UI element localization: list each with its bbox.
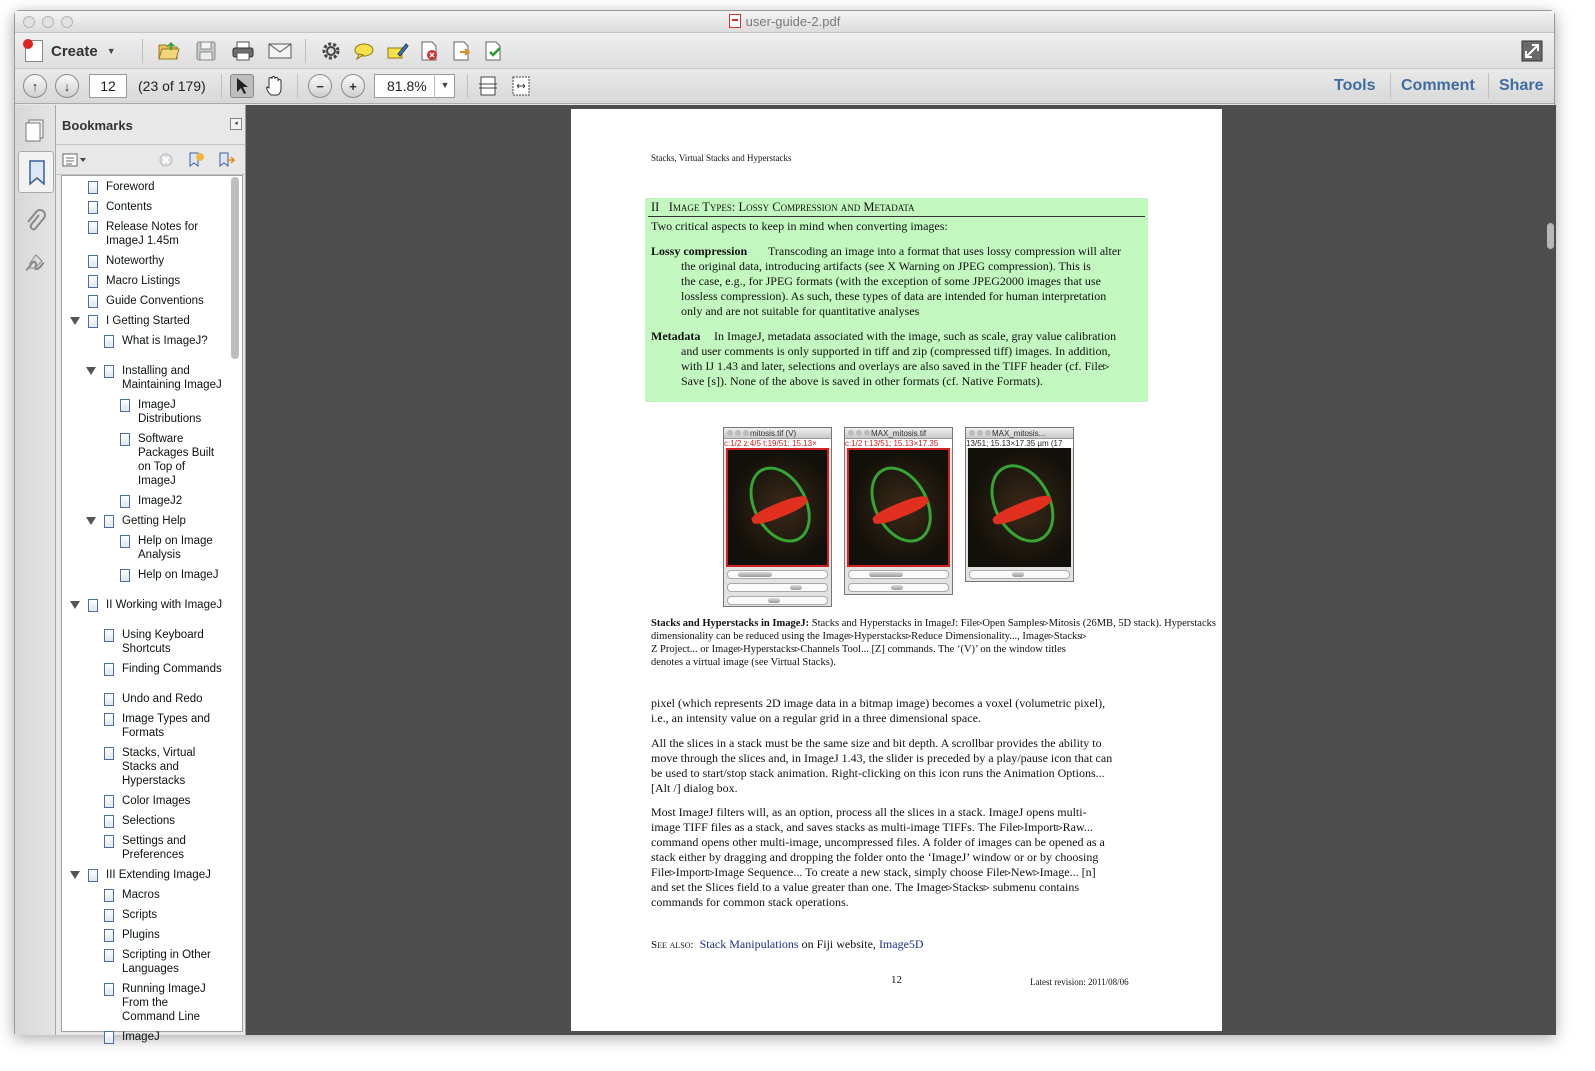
bookmark-ribbon-icon: [104, 693, 114, 706]
bookmark-label: What is ImageJ?: [122, 335, 208, 347]
bookmark-ribbon-icon: [88, 599, 98, 612]
page-number-input[interactable]: 12: [89, 74, 127, 98]
microscopy-image: [968, 448, 1071, 567]
document-delete-icon[interactable]: [417, 39, 441, 63]
bookmark-label: Help on ImageJ: [138, 569, 219, 581]
body-line: i.e., an intensity value on a regular grid in a three dimensional space.: [651, 711, 981, 725]
bookmark-ribbon-icon: [104, 835, 114, 848]
export-icon[interactable]: [449, 39, 473, 63]
body-line: [Alt /] dialog box.: [651, 781, 738, 795]
body-line: stack either by dragging and dropping the folder onto the ‘ImageJ’ window or or by choosing: [651, 850, 1099, 864]
bookmark-ribbon-icon: [104, 815, 114, 828]
bookmark-ribbon-icon: [104, 949, 114, 962]
metadata-line: Save [s]). None of the above is saved in other formats (cf. Native Formats).: [681, 374, 1043, 388]
bookmark-ribbon-icon: [88, 869, 98, 882]
bookmarks-scrollbar[interactable]: [231, 177, 239, 359]
comment-pane-link[interactable]: Comment: [1401, 77, 1475, 94]
box-heading-number: II: [651, 200, 660, 214]
see-also-line: [651, 937, 924, 953]
bookmark-ribbon-icon: [104, 983, 114, 996]
bookmark-ribbon-icon: [104, 629, 114, 642]
figure-image-window: [965, 427, 1074, 582]
fit-page-icon[interactable]: [476, 74, 500, 98]
page-number: 12: [891, 974, 902, 986]
channel-slider: [848, 570, 949, 579]
image-window-info: c:1/2 z:4/5 t:19/51; 15.13×: [724, 439, 831, 448]
bookmark-ribbon-icon: [104, 365, 114, 378]
bookmark-label: Settings and Preferences: [122, 835, 186, 861]
bookmark-label: Plugins: [122, 929, 160, 941]
save-icon[interactable]: [194, 39, 218, 63]
bookmarks-title: Bookmarks: [62, 118, 133, 133]
bookmark-label: ImageJ: [122, 1031, 160, 1043]
body-line: image TIFF files as a stack, and saves stacks as multi-image TIFFs. The File▹Import▹Raw...: [651, 820, 1093, 834]
bookmarks-header: [56, 105, 245, 145]
collapse-panel-icon[interactable]: ◂: [230, 118, 242, 130]
app-window: [14, 10, 1555, 1043]
body-line: All the slices in a stack must be the same size and bit depth. A scrollbar provides the ability to: [651, 736, 1102, 750]
microscopy-image: [726, 448, 829, 567]
chevron-down-icon: ▼: [106, 46, 116, 56]
expand-triangle-icon[interactable]: [86, 367, 96, 375]
t-slider: [848, 583, 949, 592]
body-line: File▹Import▹Image Sequence... To create a new stack, simply choose File▹New▹Image... [n]: [651, 865, 1096, 879]
highlight-icon[interactable]: [385, 39, 409, 63]
body-line: pixel (which represents 2D image data in a bitmap image) becomes a voxel (volumetric pixel),: [651, 696, 1106, 710]
figure-caption-line: dimensionality can be reduced using the Image▹Hyperstacks▹Reduce Dimensionality..., Image▹Stacks▹: [651, 631, 1087, 642]
expand-triangle-icon[interactable]: [70, 601, 80, 609]
bookmark-ribbon-icon: [104, 795, 114, 808]
bookmark-ribbon-icon: [104, 929, 114, 942]
bookmarks-toolbar: [56, 145, 245, 175]
caption-text: Stacks and Hyperstacks in ImageJ: File▹Open Samples▹Mitosis (26MB, 5D stack). Hyperstacks: [811, 618, 1216, 629]
bookmark-label: Color Images: [122, 795, 191, 807]
bookmark-ribbon-icon: [88, 201, 98, 214]
gear-icon[interactable]: [319, 39, 343, 63]
bookmark-label: Using Keyboard Shortcuts: [122, 629, 204, 655]
create-document-icon: [25, 40, 43, 62]
bookmark-ribbon-icon: [27, 160, 47, 186]
bookmark-ribbon-icon: [88, 295, 98, 308]
bookmark-label: Undo and Redo: [122, 693, 203, 705]
bookmark-ribbon-icon: [104, 909, 114, 922]
body-line: be used to start/stop stack animation. Right-clicking on this icon runs the Animation Options...: [651, 766, 1105, 780]
page-up-icon[interactable]: ↑: [23, 74, 47, 98]
figure-caption-line: Z Project... or Image▹Hyperstacks▹Channels Tool... [Z] commands. The ‘(V)’ on the window titles: [651, 644, 1066, 655]
heading-rule: [648, 216, 1145, 217]
toolbar-divider: [1390, 73, 1391, 99]
tools-pane-link[interactable]: Tools: [1334, 77, 1376, 94]
revision-date: Latest revision: 2011/08/06: [1030, 977, 1129, 987]
toolbar-divider: [221, 74, 222, 98]
email-icon[interactable]: [268, 39, 292, 63]
body-line: Most ImageJ filters will, as an option, process all the slices in a stack. ImageJ opens multi-: [651, 805, 1087, 819]
bookmark-ribbon-icon: [120, 399, 130, 412]
navigation-pane-strip: [15, 105, 56, 1035]
page-down-icon[interactable]: ↓: [55, 74, 79, 98]
lossy-line: the original data, introducing artifacts (see X Warning on JPEG compression). This is: [681, 259, 1091, 273]
toolbar-divider: [297, 74, 298, 98]
zoom-out-icon[interactable]: −: [308, 74, 332, 98]
comment-bubble-icon[interactable]: [352, 39, 376, 63]
fullscreen-icon[interactable]: [1520, 39, 1544, 63]
bookmark-label: Running ImageJ From the Command Line: [122, 983, 206, 1023]
window-title-text: user-guide-2.pdf: [745, 14, 841, 29]
bookmark-label: I Getting Started: [106, 315, 190, 327]
metadata-line: and user comments is only supported in tiff and zip (compressed tiff) images. In addition,: [681, 344, 1111, 358]
bookmark-ribbon-icon: [104, 663, 114, 676]
running-header: Stacks, Virtual Stacks and Hyperstacks: [651, 153, 792, 163]
metadata-line: with IJ 1.43 and later, selections and overlays are also saved in the TIFF header (cf. File▹: [681, 359, 1110, 373]
bookmark-ribbon-icon: [88, 255, 98, 268]
bookmark-label: Installing and Maintaining ImageJ: [122, 365, 222, 391]
see-also-label: See also:: [651, 939, 694, 951]
image-window-info: 13/51; 15.13×17.35 µm (17: [966, 439, 1073, 448]
expand-triangle-icon[interactable]: [86, 517, 96, 525]
lossy-line: Transcoding an image into a format that uses lossy compression will alter: [768, 244, 1122, 258]
zoom-in-icon[interactable]: +: [341, 74, 365, 98]
window-title: [15, 14, 1554, 29]
bookmark-options-icon[interactable]: [60, 148, 90, 172]
bookmarks-panel: [56, 105, 246, 1043]
body-line: and set the Slices field to a value greater than one. The Image▹Stacks▹ submenu contains: [651, 880, 1080, 894]
body-line: move through the slices and, in ImageJ 1.43, the slider is preceded by a play/pause icon that can: [651, 751, 1113, 765]
bookmark-label: Help on Image Analysis: [138, 535, 213, 561]
body-line: command opens other multi-image, uncompressed files. A folder of images can be opened as a: [651, 835, 1105, 849]
metadata-term: Metadata: [651, 329, 701, 343]
fit-width-icon[interactable]: [509, 74, 533, 98]
bookmark-ribbon-icon: [104, 713, 114, 726]
bookmark-label: Getting Help: [122, 515, 186, 527]
bookmark-label: Scripts: [122, 909, 158, 921]
pdf-page: [571, 109, 1222, 1031]
stack-manipulations-link[interactable]: Stack Manipulations: [699, 937, 799, 951]
bookmark-label: Macro Listings: [106, 275, 181, 287]
box-intro: Two critical aspects to keep in mind when converting images:: [651, 219, 948, 233]
bookmark-label: Image Types and Formats: [122, 713, 211, 739]
bookmark-ribbon-icon: [104, 515, 114, 528]
share-pane-link[interactable]: Share: [1499, 77, 1544, 94]
bookmark-label: Noteworthy: [106, 255, 165, 267]
expand-triangle-icon[interactable]: [70, 871, 80, 879]
open-folder-icon[interactable]: [157, 39, 181, 63]
figure-image-window: [723, 427, 832, 607]
figure-image-window: [844, 427, 953, 595]
new-bookmark-icon[interactable]: [184, 148, 208, 172]
bookmarks-tab[interactable]: [18, 151, 54, 193]
pdf-file-icon: [729, 14, 741, 28]
image5d-link[interactable]: Image5D: [878, 937, 924, 951]
body-line: commands for common stack operations.: [651, 895, 849, 909]
signature-icon[interactable]: [23, 251, 47, 275]
create-label: Create: [51, 42, 98, 60]
bookmark-ribbon-icon: [88, 315, 98, 328]
microscopy-image: [847, 448, 950, 567]
lossy-line: only and are not suitable for quantitative analyses: [681, 304, 920, 318]
see-also-text: on Fiji website,: [798, 937, 879, 951]
bookmark-ribbon-icon: [104, 1031, 114, 1044]
bookmark-label: III Extending ImageJ: [106, 869, 211, 881]
bookmark-ribbon-icon: [104, 889, 114, 902]
bookmark-label: Scripting in Other Languages: [122, 949, 211, 975]
document-check-icon[interactable]: [481, 39, 505, 63]
create-button[interactable]: [25, 39, 116, 63]
bookmark-label: Release Notes for ImageJ 1.45m: [106, 221, 199, 247]
hand-icon[interactable]: [263, 74, 287, 98]
toolbar-divider: [1488, 73, 1489, 99]
document-viewer[interactable]: [246, 105, 1556, 1035]
bookmark-ribbon-icon: [104, 335, 114, 348]
channel-slider: [727, 570, 828, 579]
expand-triangle-icon[interactable]: [70, 317, 80, 325]
toolbar-divider: [305, 39, 306, 63]
figure-caption-line: denotes a virtual image (see Virtual Stacks).: [651, 657, 836, 668]
zoom-dropdown-chevron-icon[interactable]: ▼: [434, 74, 455, 98]
box-heading-text: Image Types: Lossy Compression and Metadata: [668, 200, 915, 214]
figure-caption-line: Stacks and Hyperstacks in ImageJ: Stacks and Hyperstacks in ImageJ: File▹Open Samples▹Mitosis (26MB, 5D stack). Hyperstacks: [651, 618, 1216, 629]
image-window-info: c:1/2 t:13/51; 15.13×17.35: [845, 439, 952, 448]
bookmark-label: Software Packages Built on Top of ImageJ: [138, 433, 215, 487]
bookmark-ribbon-icon: [88, 275, 98, 288]
bookmark-label: Guide Conventions: [106, 295, 204, 307]
bookmark-label: Foreword: [106, 181, 155, 193]
bookmark-ribbon-icon: [120, 433, 130, 446]
bookmark-label: II Working with ImageJ: [106, 599, 223, 611]
bookmark-ribbon-icon: [104, 747, 114, 760]
metadata-line: In ImageJ, metadata associated with the image, such as scale, gray value calibration: [714, 329, 1117, 343]
bookmark-ribbon-icon: [88, 181, 98, 194]
bookmarks-tree[interactable]: [61, 175, 243, 1043]
zoom-level-input[interactable]: 81.8%: [374, 74, 455, 98]
bookmark-label: Finding Commands: [122, 663, 222, 675]
bookmark-ribbon-icon: [120, 569, 130, 582]
box-heading: [651, 200, 915, 215]
main-toolbar: [15, 33, 1554, 69]
bookmark-label: ImageJ2: [138, 495, 183, 507]
bookmark-ribbon-icon: [120, 535, 130, 548]
paperclip-icon[interactable]: [23, 209, 47, 233]
delete-bookmark-icon[interactable]: [154, 148, 178, 172]
image-window-title: MAX_mitosis...: [966, 428, 1073, 439]
bookmark-label: ImageJ Distributions: [138, 399, 202, 425]
z-slider: [727, 583, 828, 592]
expand-bookmark-icon[interactable]: [214, 148, 238, 172]
t-slider: [969, 570, 1070, 579]
toolbar-divider: [142, 39, 143, 63]
lossy-term: Lossy compression: [651, 244, 748, 258]
bookmark-label: Macros: [122, 889, 160, 901]
page-count-label: (23 of 179): [138, 78, 206, 94]
image-window-title: mitosis.tif (V): [724, 428, 831, 439]
bookmark-label: Stacks, Virtual Stacks and Hyperstacks: [122, 747, 196, 787]
page-thumbnails-icon[interactable]: [23, 119, 47, 143]
document-scrollbar[interactable]: [1547, 223, 1554, 249]
print-icon[interactable]: [231, 39, 255, 63]
t-slider: [727, 596, 828, 605]
toolbar-divider: [467, 74, 468, 98]
navigation-toolbar: [15, 69, 1554, 104]
bookmark-ribbon-icon: [88, 221, 98, 234]
bookmark-ribbon-icon: [120, 495, 130, 508]
title-bar: [15, 11, 1554, 33]
bookmark-label: Contents: [106, 201, 153, 213]
bookmark-label: Selections: [122, 815, 176, 827]
select-arrow-icon[interactable]: [230, 74, 254, 98]
lossy-line: the case, e.g., for JPEG formats (with the exception of some JPEG2000 images that use: [681, 274, 1101, 288]
lossy-line: lossless compression). As such, these types of data are intended for human interpretation: [681, 289, 1107, 303]
image-window-title: MAX_mitosis.tif: [845, 428, 952, 439]
